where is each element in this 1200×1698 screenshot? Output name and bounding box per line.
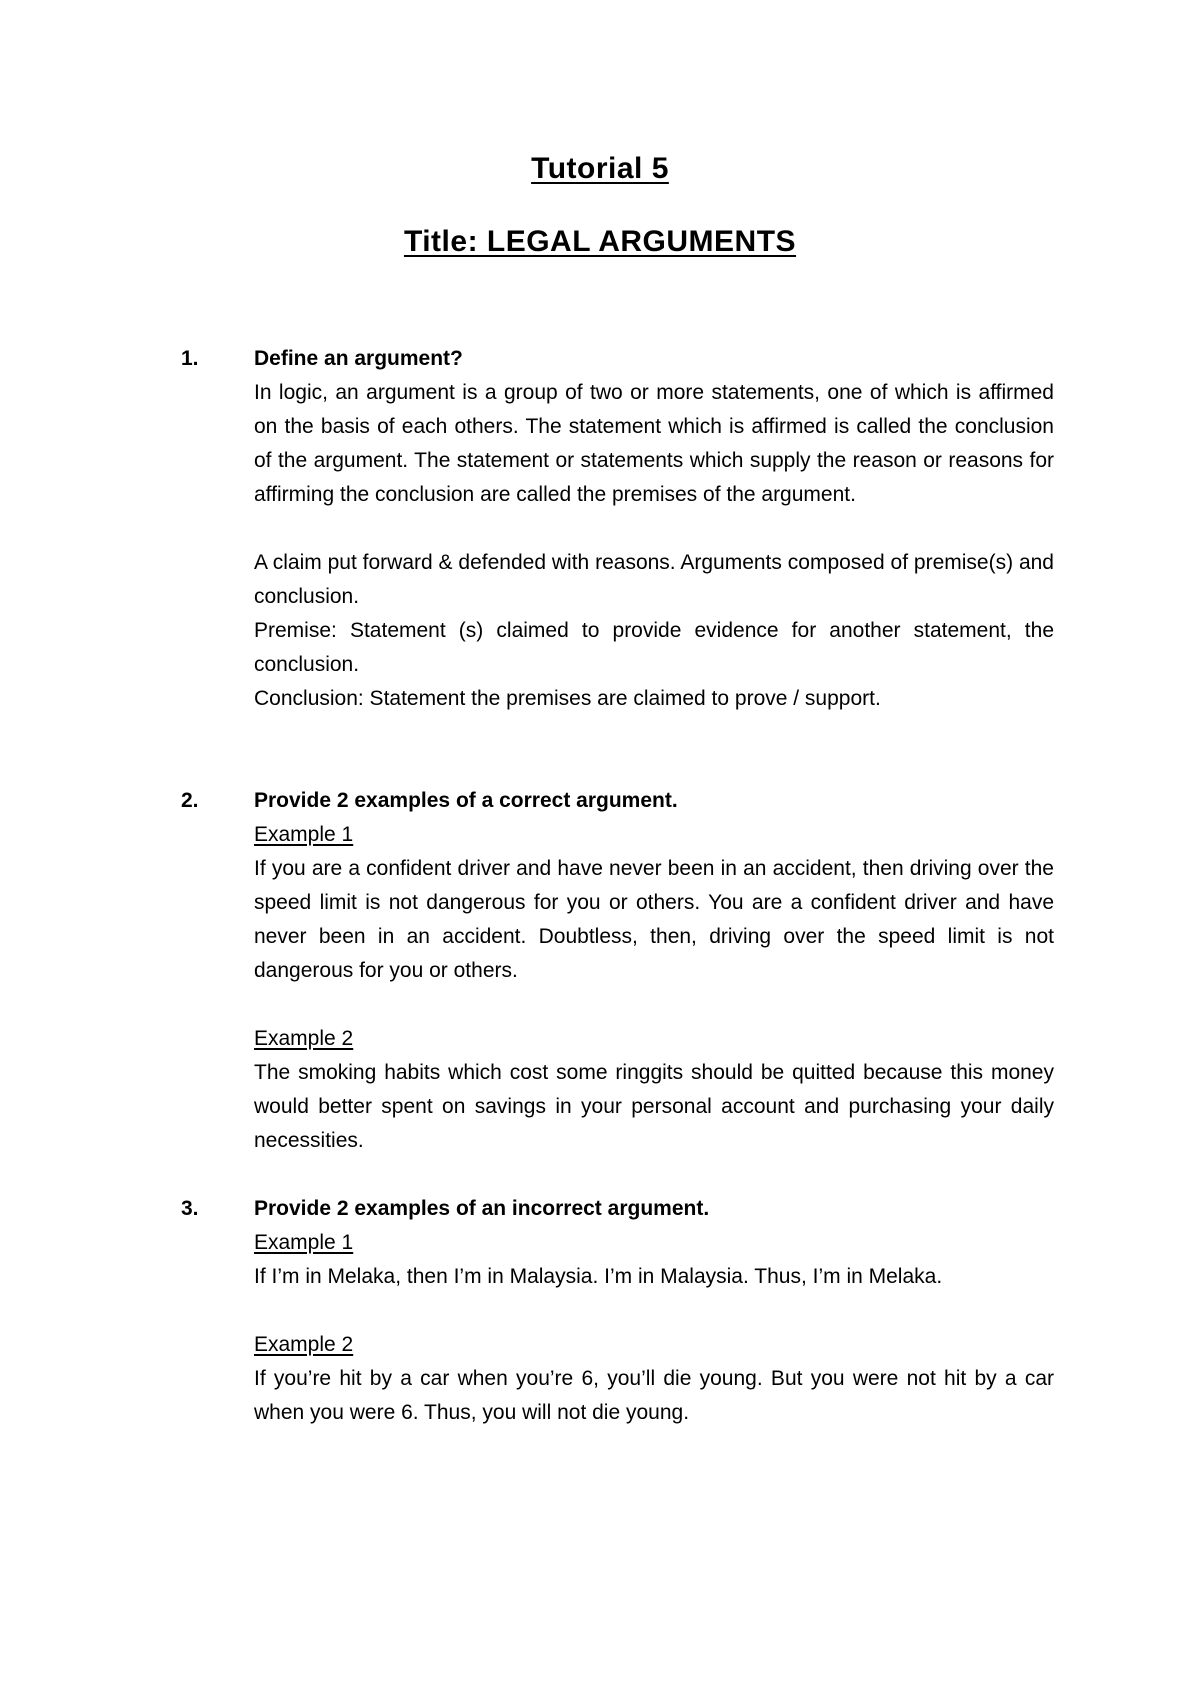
question-2-text: Provide 2 examples of a correct argument. bbox=[254, 789, 678, 812]
question-2-example-1-text: If you are a confident driver and have never been in an accident, then driving over the speed limit is not dangerous for you or others. You are a confident driver and have never been in an accident. Doubtless, then, driving over the speed limit is not dangerous for you or others. bbox=[254, 857, 1054, 982]
question-2-example-2-text: The smoking habits which cost some ringgits should be quitted because this money would better spent on savings in your personal account and purchasing your daily necessities. bbox=[254, 1061, 1054, 1152]
question-3-example-2-text: If you’re hit by a car when you’re 6, you’ll die young. But you were not hit by a car when you were 6. Thus, you will not die young. bbox=[254, 1367, 1054, 1424]
question-1-number: 1. bbox=[181, 347, 199, 370]
tutorial-heading: Tutorial 5 bbox=[531, 152, 669, 185]
question-1-content bbox=[254, 342, 1054, 716]
document-title: Title: LEGAL ARGUMENTS bbox=[403, 225, 797, 258]
question-2-content bbox=[254, 784, 1054, 1158]
question-2-number: 2. bbox=[181, 789, 199, 812]
question-3-content bbox=[254, 1192, 1054, 1430]
answer-1-paragraph-1: In logic, an argument is a group of two or more statements, one of which is affirmed on the basis of each others. The statement which is affirmed is called the conclusion of the argument. The statement or statements which supply the reason or reasons for affirming the conclusion are called the premises of the argument. bbox=[254, 381, 1054, 506]
question-3-number: 3. bbox=[181, 1197, 199, 1220]
question-3-example-1-text: If I’m in Melaka, then I’m in Malaysia. I’m in Malaysia. Thus, I’m in Melaka. bbox=[254, 1265, 943, 1288]
question-2-example-1-label: Example 1 bbox=[254, 823, 354, 846]
question-3-text: Provide 2 examples of an incorrect argument. bbox=[254, 1197, 710, 1220]
answer-1-paragraph-2: A claim put forward & defended with reasons. Arguments composed of premise(s) and conclusion. bbox=[254, 551, 1054, 608]
question-1-text: Define an argument? bbox=[254, 347, 463, 370]
question-3-example-2-label: Example 2 bbox=[254, 1333, 354, 1356]
answer-1-premise-definition: Premise: Statement (s) claimed to provide evidence for another statement, the conclusion. bbox=[254, 619, 1054, 676]
question-3-example-1-label: Example 1 bbox=[254, 1231, 354, 1254]
answer-1-conclusion-definition: Conclusion: Statement the premises are claimed to prove / support. bbox=[254, 687, 881, 710]
question-2-example-2-label: Example 2 bbox=[254, 1027, 354, 1050]
